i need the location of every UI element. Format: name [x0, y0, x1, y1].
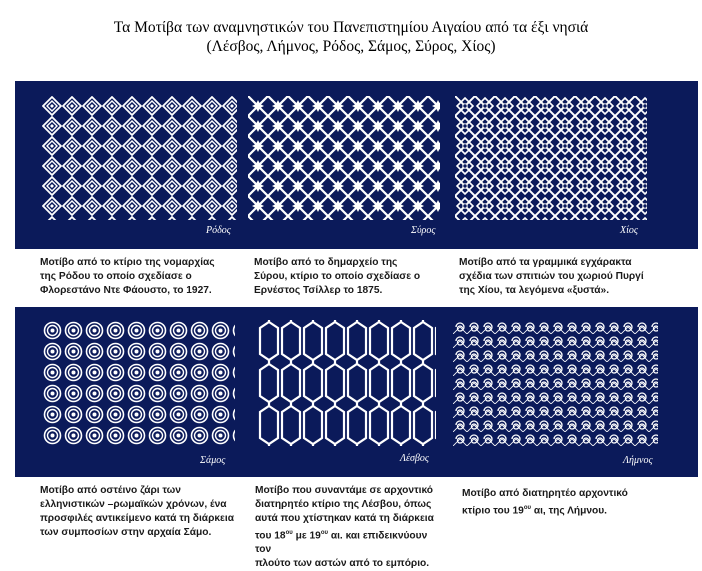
lemnos-caption-sup: ου	[523, 505, 531, 511]
lesvos-caption-sup: ου	[320, 530, 328, 536]
lesvos-caption-line: πλούτο των αστών από το εμπόριο.	[255, 558, 430, 570]
lemnos-caption-line	[462, 501, 662, 518]
lemnos-caption-text: αι, της Λήμνου.	[531, 505, 608, 517]
rhodes-caption-line: Φλορεστάνο Ντε Φάουστο, το 1927.	[40, 285, 212, 296]
samos-pattern	[42, 320, 235, 446]
page-title	[0, 18, 702, 56]
rhodes-label: Ρόδος	[206, 225, 231, 236]
syros-label: Σύρος	[411, 225, 436, 236]
syros-pattern	[248, 96, 440, 220]
chios-caption	[459, 256, 659, 298]
lemnos-pattern	[453, 320, 658, 446]
title-line-2: (Λέσβος, Λήμνος, Ρόδος, Σάμος, Σύρος, Χίος)	[206, 38, 496, 55]
lesvos-pattern-graphic	[258, 320, 436, 446]
lesvos-label: Λέσβος	[400, 453, 429, 464]
lemnos-caption-text: κτίριο του 19	[462, 505, 524, 517]
chios-pattern	[455, 96, 647, 220]
rhodes-caption-line: της Ρόδου το οποίο σχεδίασε ο	[40, 271, 192, 282]
lemnos-label: Λήμνος	[623, 455, 653, 466]
samos-label: Σάμος	[200, 455, 226, 466]
samos-caption-line: προσφιλές αντικείμενο κατά τη διάρκεια	[40, 513, 234, 524]
rhodes-caption	[40, 256, 240, 298]
samos-caption-line: ελληνιστικών –ρωμαϊκών χρόνων, ένα	[40, 499, 227, 510]
samos-caption-line: των συμποσίων στην αρχαία Σάμο.	[40, 527, 212, 538]
samos-caption	[40, 484, 245, 540]
syros-caption-line: Σύρου, κτίριο το οποίο σχεδίασε ο	[254, 271, 421, 282]
lesvos-caption-line	[255, 526, 445, 557]
lemnos-caption-line: Μοτίβο από διατηρητέο αρχοντικό	[462, 488, 628, 499]
lemnos-caption	[462, 487, 662, 518]
rhodes-pattern	[42, 96, 237, 220]
chios-pattern-graphic	[455, 96, 647, 220]
syros-caption-line: Μοτίβο από το δημαρχείο της	[254, 257, 398, 268]
samos-caption-line: Μοτίβο από οστέινο ζάρι των	[40, 485, 181, 496]
title-line-1: Τα Μοτίβα των αναμνηστικών του Πανεπιστημίου Αιγαίου από τα έξι νησιά	[113, 19, 589, 36]
lesvos-caption-text: του 18	[255, 530, 286, 542]
chios-caption-line: σχέδια των σπιτιών του χωριού Πυργί	[459, 271, 644, 282]
lesvos-caption-line: διατηρητέο κτίριο της Λέσβου, όπως	[255, 499, 432, 510]
lesvos-caption	[255, 484, 445, 571]
lesvos-caption-sup: ου	[285, 530, 293, 536]
chios-caption-line: της Χίου, τα λεγόμενα «ξυστά».	[459, 285, 610, 296]
chios-caption-line: Μοτίβο από τα γραμμικά εγχάρακτα	[459, 257, 632, 268]
lesvos-caption-line: Μοτίβο που συναντάμε σε αρχοντικό	[255, 485, 434, 496]
rhodes-caption-line: Μοτίβο από το κτίριο της νομαρχίας	[40, 257, 215, 268]
syros-caption-line: Ερνέστος Τσίλλερ το 1875.	[254, 285, 383, 296]
samos-pattern-graphic	[42, 320, 235, 446]
syros-caption	[254, 256, 444, 298]
rhodes-pattern-graphic	[42, 96, 237, 220]
chios-label: Χίος	[620, 225, 638, 236]
lesvos-caption-text: αι. και επιδεικνύουν τον	[255, 530, 428, 556]
lesvos-pattern	[258, 320, 436, 446]
syros-pattern-graphic	[248, 96, 440, 220]
lesvos-caption-text: με 19	[292, 530, 321, 542]
lesvos-caption-line: αυτά που χτίστηκαν κατά τη διάρκεια	[255, 513, 434, 524]
lemnos-pattern-graphic	[453, 320, 658, 446]
